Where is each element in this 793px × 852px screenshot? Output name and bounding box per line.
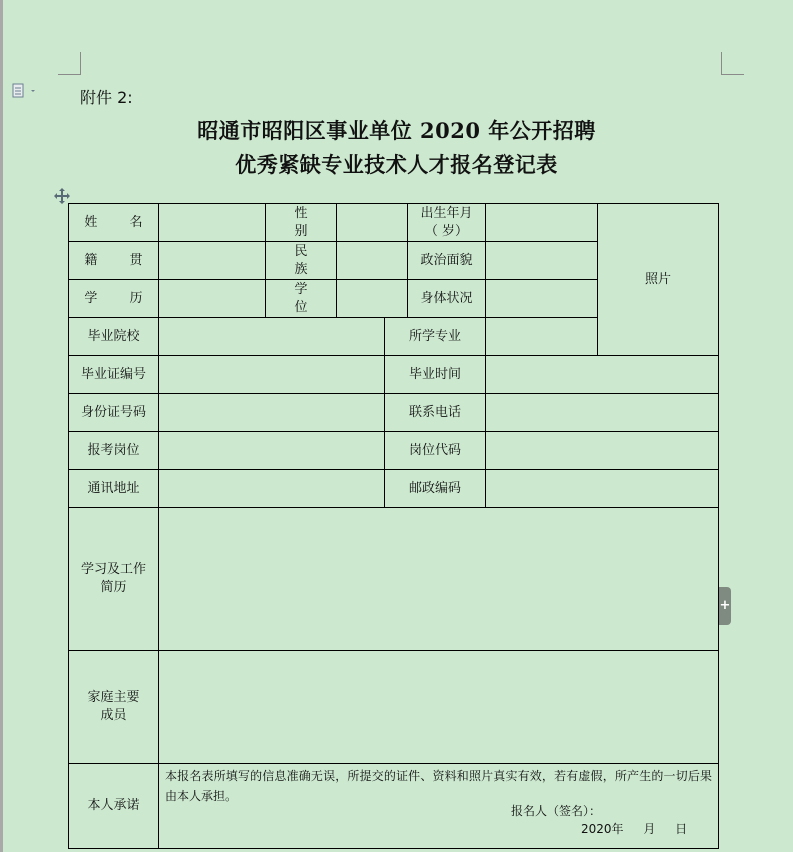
page-title-line2: 优秀紧缺专业技术人才报名登记表 [235,152,558,177]
page-title-line1: 昭通市昭阳区事业单位 2020 年公开招聘 [197,118,596,143]
resume-label [69,508,159,651]
expand-panel-button[interactable]: + [719,587,731,625]
photo-cell[interactable]: 照片 [598,204,719,356]
crop-mark-top-right [721,52,744,75]
phone-label: 联系电话 [385,394,486,432]
name-field[interactable] [159,204,266,242]
grad-time-label: 毕业时间 [385,356,486,394]
address-field[interactable] [159,470,385,508]
family-field[interactable] [159,651,719,764]
major-label: 所学专业 [385,318,486,356]
cert-number-field[interactable] [159,356,385,394]
pledge-label: 本人承诺 [69,764,159,849]
postcode-label: 邮政编码 [385,470,486,508]
school-field[interactable] [159,318,385,356]
health-label: 身体状况 [408,280,486,318]
table-row [69,764,719,849]
family-label-line1: 家庭主要 [87,690,140,705]
birth-field[interactable] [486,204,598,242]
birth-label [408,204,486,242]
id-number-label: 身份证号码 [69,394,159,432]
table-row [69,356,719,394]
registration-form-table [68,203,719,849]
id-number-field[interactable] [159,394,385,432]
position-code-label: 岗位代码 [385,432,486,470]
position-label: 报考岗位 [69,432,159,470]
phone-field[interactable] [486,394,719,432]
postcode-field[interactable] [486,470,719,508]
position-field[interactable] [159,432,385,470]
table-row [69,508,719,651]
ethnicity-field[interactable] [337,242,408,280]
family-label-line2: 成员 [100,708,127,723]
political-status-label: 政治面貌 [408,242,486,280]
native-place-label: 籍 贯 [69,242,159,280]
gender-field[interactable] [337,204,408,242]
degree-label: 学 位 [266,280,337,318]
family-label [69,651,159,764]
crop-mark-top-left [58,52,81,75]
birth-label-line2: （ 岁） [424,223,469,239]
position-code-field[interactable] [486,432,719,470]
pledge-text: 本报名表所填写的信息准确无误，所提交的证件、资料和照片真实有效，若有虚假，所产生的一切后果由本人承担。 [165,769,712,803]
attachment-label: 附件 2: [80,88,133,107]
political-status-field[interactable] [486,242,598,280]
education-label: 学 历 [69,280,159,318]
ethnicity-label: 民 族 [266,242,337,280]
date-line: 2020年 月 日 [581,822,688,836]
pledge-field[interactable] [159,764,719,849]
resume-label-line1: 学习及工作 [80,562,146,577]
grad-time-field[interactable] [486,356,719,394]
table-row [69,470,719,508]
table-row [69,394,719,432]
degree-field[interactable] [337,280,408,318]
health-field[interactable] [486,280,598,318]
school-label: 毕业院校 [69,318,159,356]
major-field[interactable] [486,318,598,356]
table-row [69,204,719,242]
birth-label-line1: 出生年月 [420,205,473,221]
education-field[interactable] [159,280,266,318]
name-label: 姓 名 [69,204,159,242]
native-place-field[interactable] [159,242,266,280]
gender-label: 性 别 [266,204,337,242]
resume-label-line2: 简历 [100,580,127,595]
cert-number-label: 毕业证编号 [69,356,159,394]
table-row [69,432,719,470]
address-label: 通讯地址 [69,470,159,508]
paste-options-icon[interactable] [12,83,38,99]
table-row [69,651,719,764]
resume-field[interactable] [159,508,719,651]
signature-label: 报名人（签名）： [511,804,602,818]
